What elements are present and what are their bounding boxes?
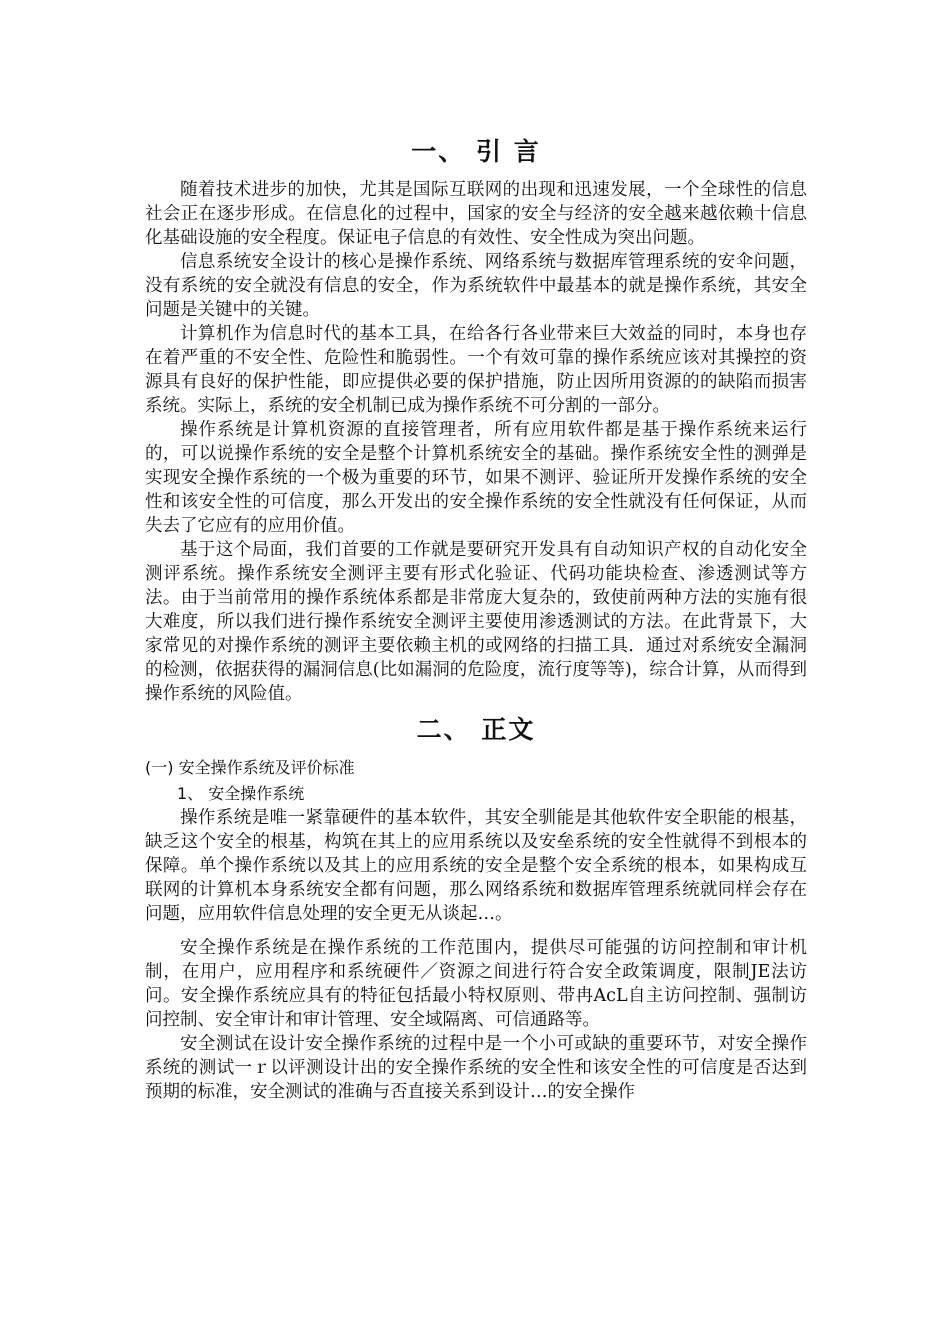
subsubsection-heading: 1、 安全操作系统: [177, 784, 305, 803]
paragraph: 随着技术进步的加快，尤其是国际互联网的出现和迅速发展，一个全球性的信息社会正在逐步形成。在信息化的过程中，国家的安全与经济的安全越来越依赖十信息化基础设施的安全程度。保证电子信息的有效性、安全性成为突出问题。: [145, 180, 807, 248]
paragraph: 安全测试在设计安全操作系统的过程中是一个小可或缺的重要环节，对安全操作系统的测试一ｒ以评测设计出的安全操作系统的安全性和该安全性的可信度是否达到预期的标准，安全测试的准确与否直接关系到设计…的安全操作: [145, 1034, 807, 1102]
paragraph: 信息系统安全设计的核心是操作系统、网络系统与数据库管理系统的安伞问题，没有系统的安全就没有信息的安全，作为系统软件中最基本的就是操作系统，其安全问题是关键中的关键。: [145, 252, 807, 320]
paragraph: 计算机作为信息时代的基本工具，在给各行各业带来巨大效益的同时，本身也存在着严重的不安全性、危险性和脆弱性。一个有效可靠的操作系统应该对其操控的资源具有良好的保护性能，即应提供必要的保护措施，防止因所用资源的的缺陷而损害系统。实际上，系统的安全机制已成为操作系统不可分割的一部分。: [145, 324, 807, 416]
section-heading-introduction: 一、 引 言: [411, 137, 541, 166]
subsection-heading: (一) 安全操作系统及评价标准: [145, 758, 355, 777]
paragraph: 操作系统是唯一紧靠硬件的基本软件，其安全驯能是其他软件安全职能的根基，缺乏这个安全的根基，构筑在其上的应用系统以及安垒系统的安全性就得不到根本的保障。单个操作系统以及其上的应用系统的安全是整个安全系统的根本，如果构成互联网的计算机本身系统安全都有问题，那么网络系统和数据库管理系统就同样会存在问题，应用软件信息处理的安全更无从谈起…。: [145, 808, 807, 924]
section-heading-main-body: 二、 正文: [416, 715, 536, 744]
paragraph: 基于这个局面，我们首要的工作就是要研究开发具有自动知识产权的自动化安全测评系统。操作系统安全测评主要有形式化验证、代码功能块检查、渗透测试等方法。由于当前常用的操作系统体系都是非常庞大复杂的，致使前两种方法的实施有很大难度，所以我们进行操作系统安全测评主要使用渗透测试的方法。在此背景下，大家常见的对操作系统的测评主要依赖主机的或网络的扫描工具．通过对系统安全漏洞的检测，依据获得的漏洞信息(比如漏洞的危险度，流行度等等)，综合计算，从而得到操作系统的风险值。: [145, 540, 807, 704]
paragraph: 安全操作系统是在操作系统的工作范围内，提供尽可能强的访问控制和审计机制，在用户，应用程序和系统硬件／资源之间进行符合安全政策调度，限制JE法访问。安全操作系统应具有的特征包括最小特权原则、带冉AcL自主访问控制、强制访问控制、安全审计和审计管理、安全域隔离、可信通路等。: [145, 938, 807, 1030]
page-content: [145, 134, 807, 1104]
paragraph: 操作系统是计算机资源的直接管理者，所有应用软件都是基于操作系统来运行的，可以说操作系统的安全是整个计算机系统安全的基础。操作系统安全性的测弹是实现安全操作系统的一个极为重要的环节，如果不测评、验证所开发操作系统的安全性和该安全性的可信度，那么开发出的安全操作系统的安全性就没有任何保证，从而失去了它应有的应用价值。: [145, 420, 807, 536]
